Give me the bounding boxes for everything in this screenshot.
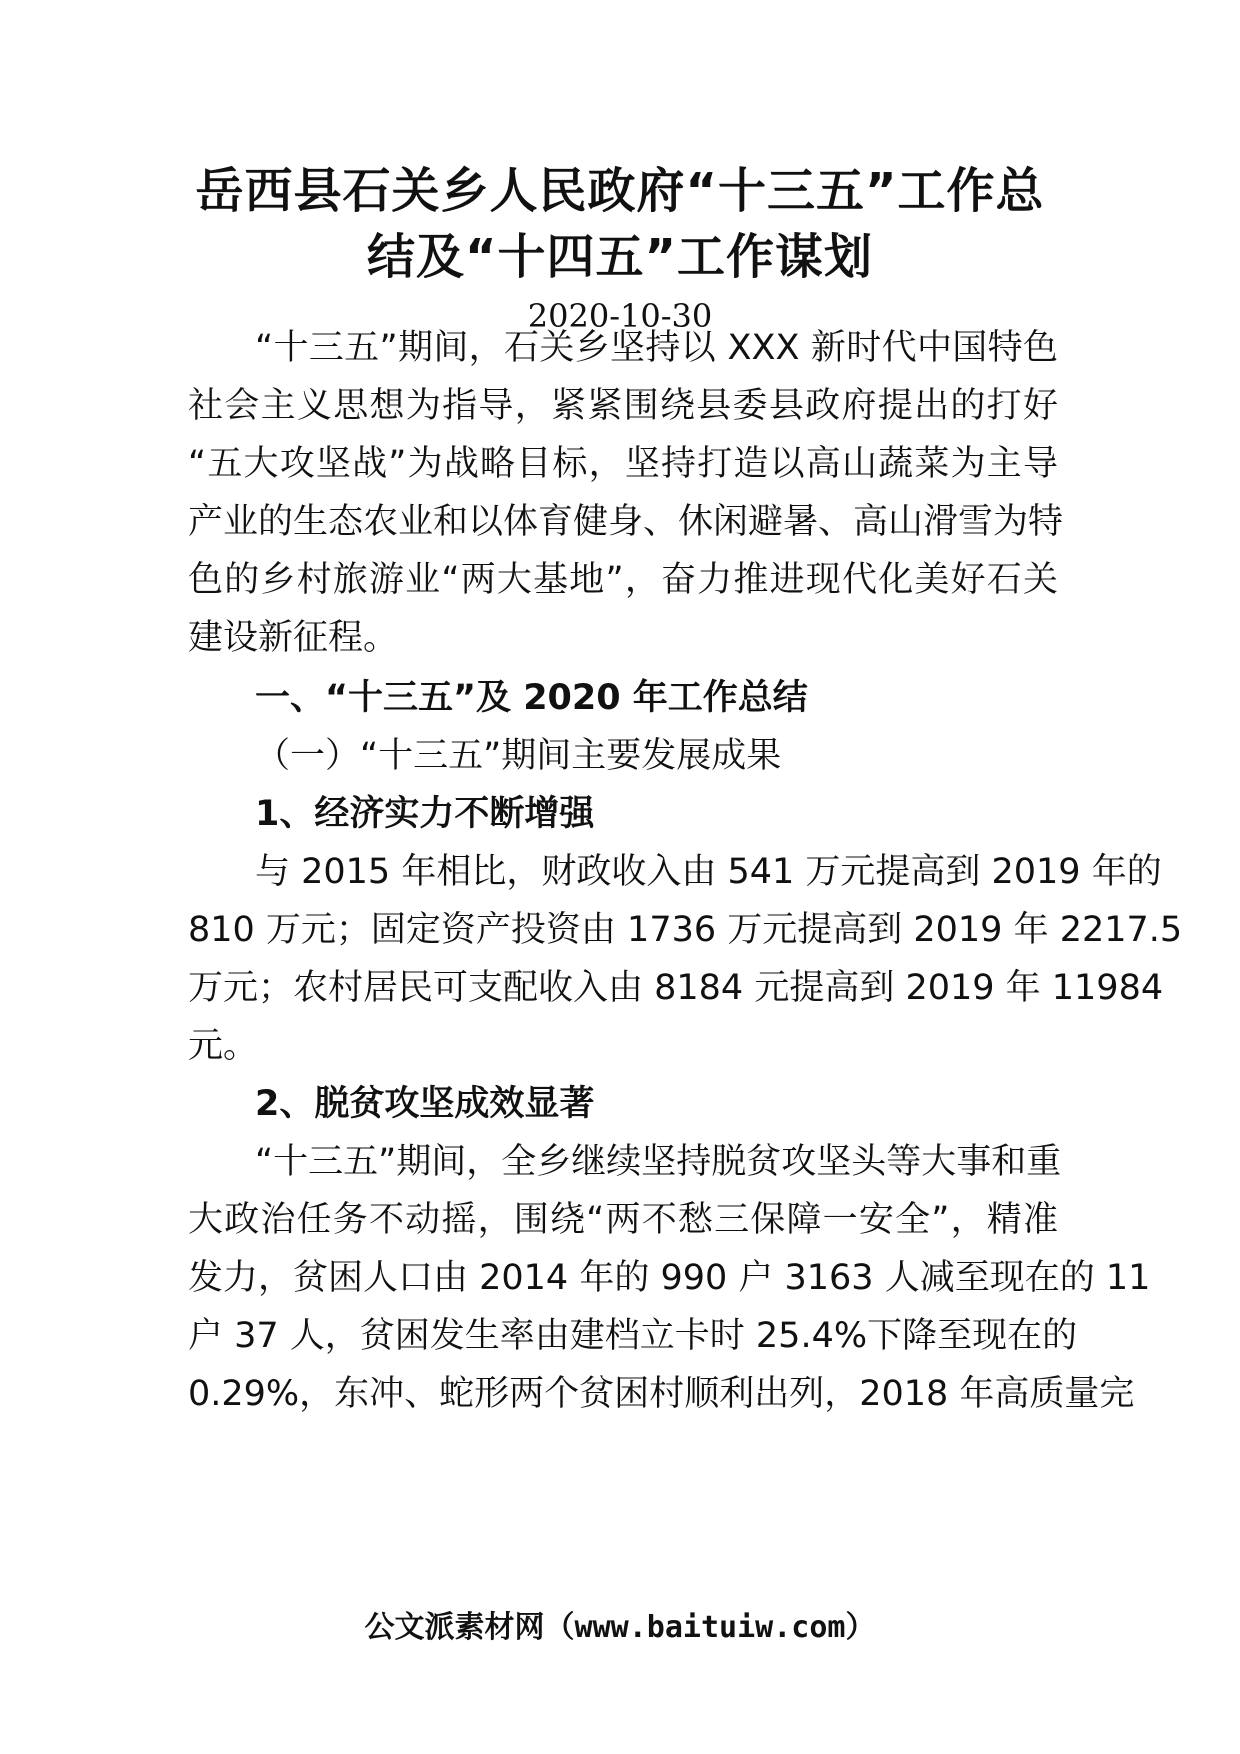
item1-line: 元。 — [188, 1026, 259, 1066]
item-heading-economy: 1、经济实力不断增强 — [255, 794, 595, 834]
item2-line: “十三五”期间，全乡继续坚持脱贫攻坚头等大事和重 — [255, 1142, 1062, 1182]
footer-site-name: 公文派素材网（ — [364, 1610, 575, 1645]
item1-line: 万元；农村居民可支配收入由 8184 元提高到 2019 年 11984 — [188, 968, 1164, 1008]
intro-line: 产业的生态农业和以体育健身、休闲避暑、高山滑雪为特 — [188, 502, 1064, 542]
footer-site-url[interactable]: www.baituiw.com — [574, 1610, 846, 1645]
section-heading: 一、“十三五”及 2020 年工作总结 — [255, 678, 808, 718]
intro-line: 色的乡村旅游业“两大基地”，奋力推进现代化美好石关 — [188, 560, 1058, 600]
footer-site-close: ） — [845, 1610, 876, 1645]
item1-line: 与 2015 年相比，财政收入由 541 万元提高到 2019 年的 — [255, 852, 1162, 892]
item1-line: 810 万元；固定资产投资由 1736 万元提高到 2019 年 2217.5 — [188, 910, 1183, 950]
item2-line: 0.29%，东冲、蛇形两个贫困村顺利出列，2018 年高质量完 — [188, 1374, 1135, 1414]
item2-line: 户 37 人，贫困发生率由建档立卡时 25.4%下降至现在的 — [188, 1316, 1078, 1356]
document-title-line-2: 结及“十四五”工作谋划 — [366, 229, 874, 285]
intro-line: “五大攻坚战”为战略目标，坚持打造以高山蔬菜为主导 — [188, 444, 1058, 484]
page-footer — [0, 1608, 1240, 1648]
item-heading-poverty: 2、脱贫攻坚成效显著 — [255, 1084, 595, 1124]
subsection-heading: （一）“十三五”期间主要发展成果 — [255, 736, 782, 776]
item2-line: 大政治任务不动摇，围绕“两不愁三保障一安全”，精准 — [188, 1200, 1058, 1240]
intro-line: 建设新征程。 — [188, 618, 399, 658]
item2-line: 发力，贫困人口由 2014 年的 990 户 3163 人减至现在的 11 — [188, 1258, 1151, 1298]
document-title-line-1: 岳西县石关乡人民政府“十三五”工作总 — [195, 163, 1045, 219]
document-date: 2020-10-30 — [527, 297, 713, 335]
intro-line: “十三五”期间，石关乡坚持以 XXX 新时代中国特色 — [255, 328, 1058, 368]
intro-line: 社会主义思想为指导，紧紧围绕县委县政府提出的打好 — [188, 386, 1058, 426]
